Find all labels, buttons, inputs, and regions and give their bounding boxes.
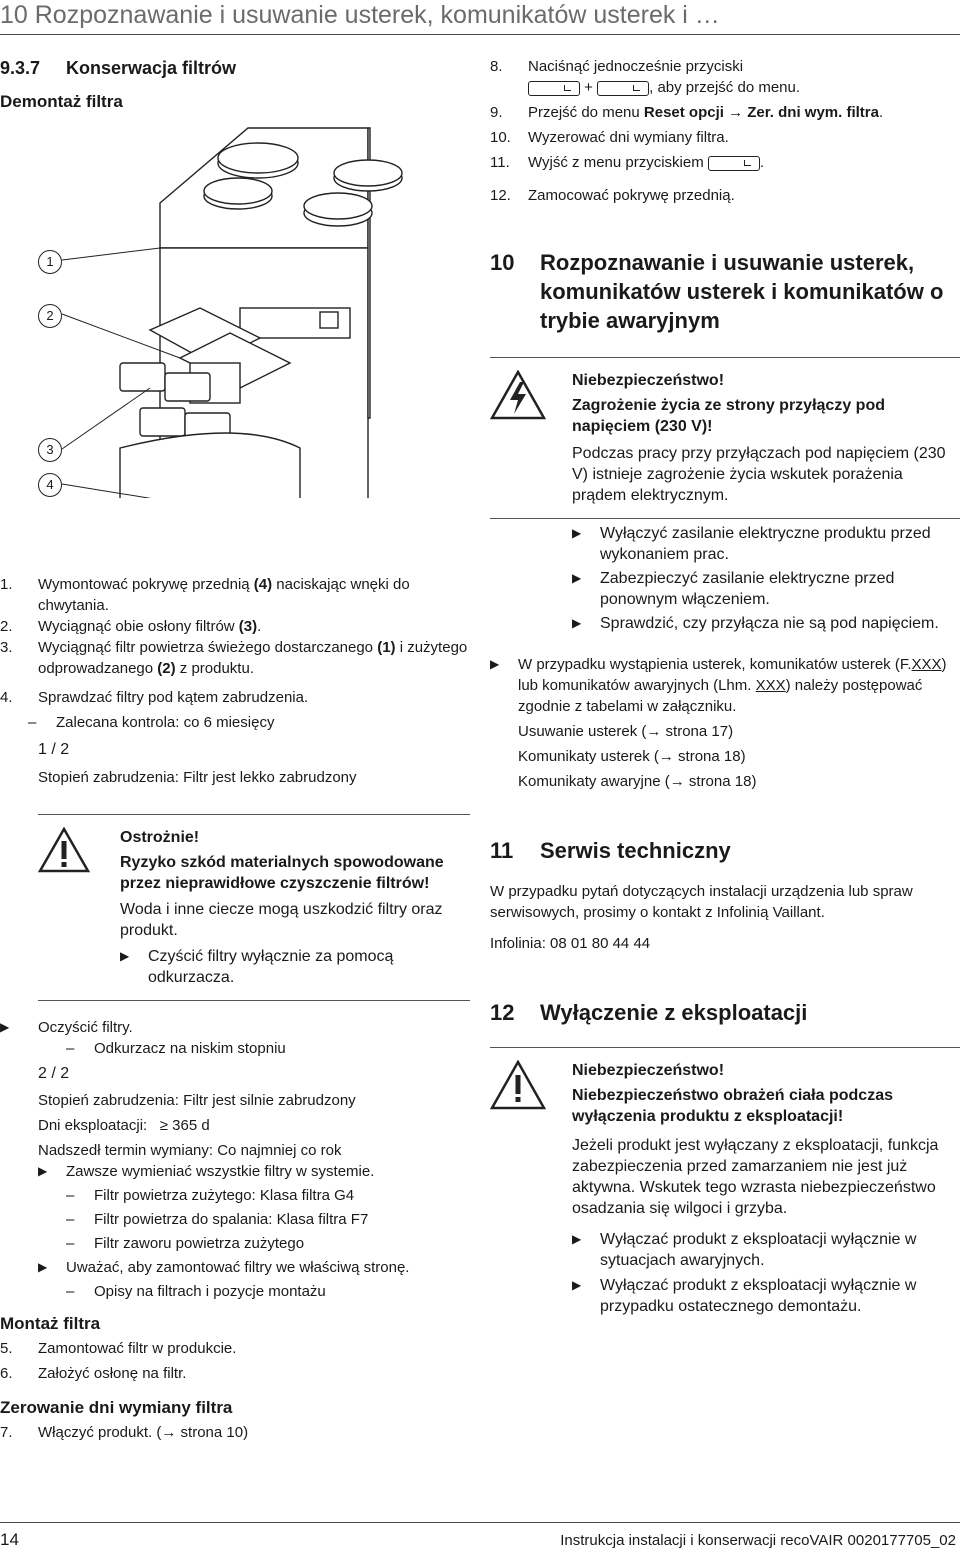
service-text: W przypadku pytań dotyczących instalacji urządzenia lub spraw serwisowych, prosimy o kontakt z Infolinią Vaillant. [490, 883, 913, 921]
link-komunikaty-awaryjne[interactable]: Komunikaty awaryjne (→ strona 18) [518, 773, 757, 790]
caution-title: Ostrożnie! [120, 829, 200, 846]
step-6: 6. Założyć osłonę na filtr. [0, 1365, 187, 1382]
orient-dash: – Opisy na filtrach i pozycje montażu [66, 1283, 326, 1300]
danger-subtitle: Zagrożenie życia ze strony przyłączy pod napięciem (230 V)! [572, 397, 885, 435]
caution-text: Woda i inne ciecze mogą uszkodzić filtry oraz produkt. [120, 901, 443, 939]
step-text: Wyciągnąć obie osłony filtrów (3). [38, 618, 262, 635]
warning-triangle-icon [490, 1060, 572, 1317]
menu-key-icon [708, 156, 760, 171]
clean-action: ▶ Oczyścić filtry. [0, 1019, 133, 1036]
step-text: Sprawdzać filtry pod kątem zabrudzenia. [38, 689, 309, 706]
menu-key-icon [528, 81, 580, 96]
left-column [0, 56, 470, 1443]
stopien-2: Stopień zabrudzenia: Filtr jest silnie zabrudzony [38, 1092, 356, 1109]
faults-instruction: ▶ W przypadku wystąpienia usterek, komunikatów usterek (F.XXX) lub komunikatów awaryjnych (Lhm. XXX) należy postępować zgodnie z tabelami w załączniku. [490, 656, 947, 715]
callout-4: 4 [38, 473, 62, 497]
step-number: 1. [0, 576, 13, 593]
caution-box [38, 814, 470, 1001]
callout-1: 1 [38, 250, 62, 274]
danger-title: Niebezpieczeństwo! [572, 1062, 725, 1079]
danger-actions [572, 523, 960, 634]
danger-title: Niebezpieczeństwo! [572, 372, 725, 389]
nadszedl-termin: Nadszedł termin wymiany: Co najmniej co rok [38, 1142, 342, 1159]
step-number: 3. [0, 639, 13, 656]
hotline: Infolinia: 08 01 80 44 44 [490, 935, 651, 952]
chapter-11-heading: 11 Serwis techniczny [490, 838, 731, 863]
step-7: 7. Włączyć produkt. (→ strona 10) [0, 1424, 249, 1441]
step-text: Wyciągnąć filtr powietrza świeżego dostarczanego (1) i zużytego odprowadzanego (2) z produktu. [38, 639, 468, 677]
caution-action: ▶ Czyścić filtry wyłącznie za pomocą odkurzacza. [120, 948, 394, 986]
stopien-1: Stopień zabrudzenia: Filtr jest lekko zabrudzony [38, 769, 357, 786]
dni-eksploatacji: Dni eksploatacji: ≥ 365 d [38, 1117, 210, 1134]
step-3 [0, 637, 470, 679]
step-9: 9. Przejść do menu Reset opcji → Zer. dni wym. filtra. [490, 104, 884, 121]
step-5: 5. Zamontować filtr w produkcie. [0, 1340, 237, 1357]
faults-links [490, 721, 960, 792]
step-number: 4. [0, 689, 13, 706]
link-usuwanie-usterek[interactable]: Usuwanie usterek (→ strona 17) [518, 723, 734, 740]
menu-key-icon [597, 81, 649, 96]
step-8-keys: + , aby przejść do menu. [490, 77, 960, 98]
page-header: 10 Rozpoznawanie i usuwanie usterek, komunikatów usterek i … [0, 0, 960, 35]
section-title: Konserwacja filtrów [66, 58, 237, 78]
ratio-2: 2 / 2 [38, 1065, 70, 1082]
kontrola-note: – Zalecana kontrola: co 6 miesięcy [28, 714, 275, 731]
ventilation-unit-illustration [0, 118, 470, 578]
step-10: 10. Wyzerować dni wymiany filtra. [490, 129, 729, 146]
danger-box-decommission [490, 1047, 960, 1329]
document-title: Instrukcja instalacji i konserwacji recoVAIR 0020177705_02 [560, 1532, 956, 1549]
subheading-montaz: Montaż filtra [0, 1314, 101, 1333]
chapter-12-heading: 12 Wyłączenie z eksploatacji [490, 1000, 808, 1025]
clean-dash: – Odkurzacz na niskim stopniu [66, 1040, 286, 1057]
section-number: 9.3.7 [0, 58, 41, 78]
callout-2: 2 [38, 304, 62, 328]
caution-subtitle: Ryzyko szkód materialnych spowodowane przez nieprawidłowe czyszczenie filtrów! [120, 854, 444, 892]
danger-subtitle: Niebezpieczeństwo obrażeń ciała podczas wyłączenia produktu z eksploatacji! [572, 1087, 893, 1125]
chapter-10-heading: 10 Rozpoznawanie i usuwanie usterek, komunikatów usterek i komunikatów o trybie awaryjnym [490, 250, 944, 333]
danger-action: ▶ Wyłączyć zasilanie elektryczne produktu przed wykonaniem prac. [572, 525, 931, 563]
step-2 [0, 616, 470, 637]
cleaning-section [0, 1017, 470, 1302]
replace-action: ▶ Zawsze wymieniać wszystkie filtry w systemie. [38, 1163, 375, 1180]
demontaz-steps [0, 574, 470, 788]
danger-box-electric [490, 357, 960, 519]
danger-action: ▶ Zabezpieczyć zasilanie elektryczne przed ponownym włączeniem. [572, 570, 895, 608]
step-4 [0, 687, 470, 708]
step-number: 2. [0, 618, 13, 635]
right-column [490, 56, 960, 1329]
ratio-1: 1 / 2 [38, 741, 70, 758]
danger-content [572, 1060, 960, 1317]
danger-action: ▶ Sprawdzić, czy przyłącza nie są pod napięciem. [572, 615, 939, 632]
subheading-zerowanie: Zerowanie dni wymiany filtra [0, 1398, 233, 1417]
filter-item: – Filtr zaworu powietrza zużytego [66, 1235, 305, 1252]
footer-divider [0, 1522, 960, 1523]
filter-item: – Filtr powietrza do spalania: Klasa filtra F7 [66, 1211, 369, 1228]
filter-item: – Filtr powietrza zużytego: Klasa filtra G4 [66, 1187, 355, 1204]
step-8: 8. Naciśnąć jednocześnie przyciski [490, 58, 744, 75]
step-11: 11. Wyjść z menu przyciskiem . [490, 154, 765, 171]
danger-action: ▶ Wyłączać produkt z eksploatacji wyłącznie w przypadku ostatecznego demontażu. [572, 1277, 917, 1315]
step-text: Wymontować pokrywę przednią (4) naciskając wnęki do chwytania. [38, 576, 410, 614]
danger-text: Podczas pracy przy przyłączach pod napięciem (230 V) istnieje zagrożenie życia wskutek porażenia prądem elektrycznym. [572, 445, 946, 504]
orient-action: ▶ Uważać, aby zamontować filtry we właściwą stronę. [38, 1259, 410, 1276]
section-heading [0, 56, 470, 80]
warning-triangle-icon [38, 827, 120, 988]
unit-drawing [0, 118, 470, 498]
link-komunikaty-usterek[interactable]: Komunikaty usterek (→ strona 18) [518, 748, 746, 765]
step-12: 12. Zamocować pokrywę przednią. [490, 187, 735, 204]
page-number: 14 [0, 1530, 19, 1549]
danger-text: Jeżeli produkt jest wyłączany z eksploatacji, funkcja zabezpieczenia przed zamarzaniem nie jest już aktywna. Wskutek tego wzrasta niebezpieczeństwo osadzania się wilgoci i grzyba. [572, 1137, 939, 1217]
danger-action: ▶ Wyłączać produkt z eksploatacji wyłącznie w sytuacjach awaryjnych. [572, 1231, 917, 1269]
danger-content [572, 370, 960, 506]
electric-hazard-icon [490, 370, 572, 506]
subheading-demontaz: Demontaż filtra [0, 92, 123, 111]
step-1 [0, 574, 470, 616]
caution-content [120, 827, 470, 988]
callout-3: 3 [38, 438, 62, 462]
